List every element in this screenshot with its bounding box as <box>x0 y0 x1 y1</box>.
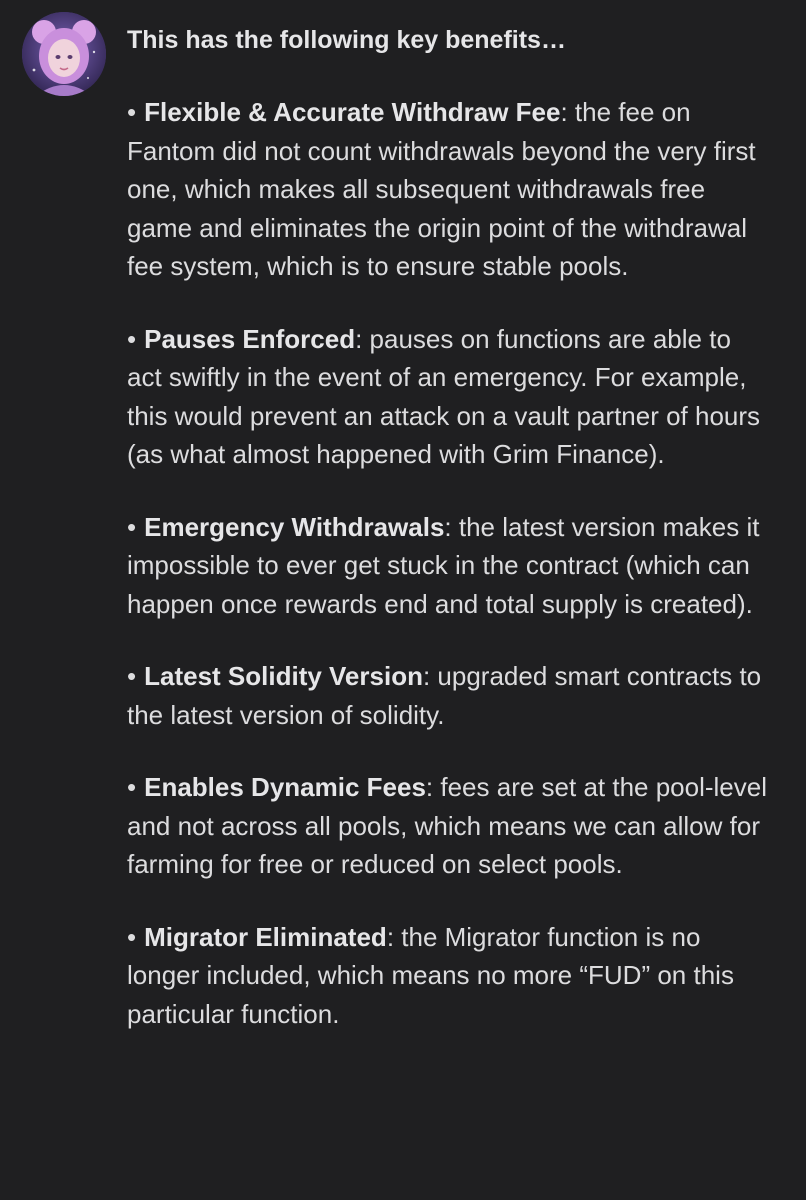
bullet: • <box>127 323 137 354</box>
benefit-text: : the latest version makes it impossible to ever get stuck in the contract (which can happen once rewards end and total supply is created). <box>127 511 760 619</box>
benefit-item <box>127 918 772 1034</box>
avatar[interactable] <box>22 12 106 96</box>
benefit-title: Emergency Withdrawals <box>144 511 445 542</box>
benefit-item <box>127 768 772 884</box>
bullet: • <box>127 921 137 952</box>
bullet: • <box>127 772 137 802</box>
benefit-title: Flexible & Accurate Withdraw Fee <box>144 97 561 127</box>
benefit-title: Latest Solidity Version <box>144 661 423 691</box>
user-avatar-icon <box>22 12 106 96</box>
benefit-text: : upgraded smart contracts to the latest version of solidity. <box>127 661 762 730</box>
bullet: • <box>127 661 137 691</box>
benefit-text: : the fee on Fantom did not count withdrawals beyond the very first one, which makes all subsequent withdrawals free game and eliminates the origin point of the withdrawal fee system, which is to ensure stable pools. <box>127 97 756 281</box>
benefits-list <box>127 93 772 1067</box>
benefit-text: : the Migrator function is no longer included, which means no more “FUD” on this particular function. <box>127 921 734 1029</box>
benefit-item <box>127 320 772 474</box>
benefit-text: : fees are set at the pool-level and not across all pools, which means we can allow for farming for free or reduced on select pools. <box>127 772 768 879</box>
benefit-text: : pauses on functions are able to act swiftly in the event of an emergency. For example, this would prevent an attack on a vault partner of hours (as what almost happened with Grim Finance). <box>127 323 761 469</box>
benefit-item <box>127 93 772 286</box>
bullet: • <box>127 511 137 542</box>
benefit-title: Migrator Eliminated <box>144 921 387 952</box>
bullet: • <box>127 97 137 127</box>
benefit-title: Enables Dynamic Fees <box>144 772 426 802</box>
post-heading: This has the following key benefits… <box>127 26 566 54</box>
benefit-item <box>127 657 772 734</box>
benefit-title: Pauses Enforced <box>144 323 356 354</box>
benefit-item <box>127 508 772 624</box>
